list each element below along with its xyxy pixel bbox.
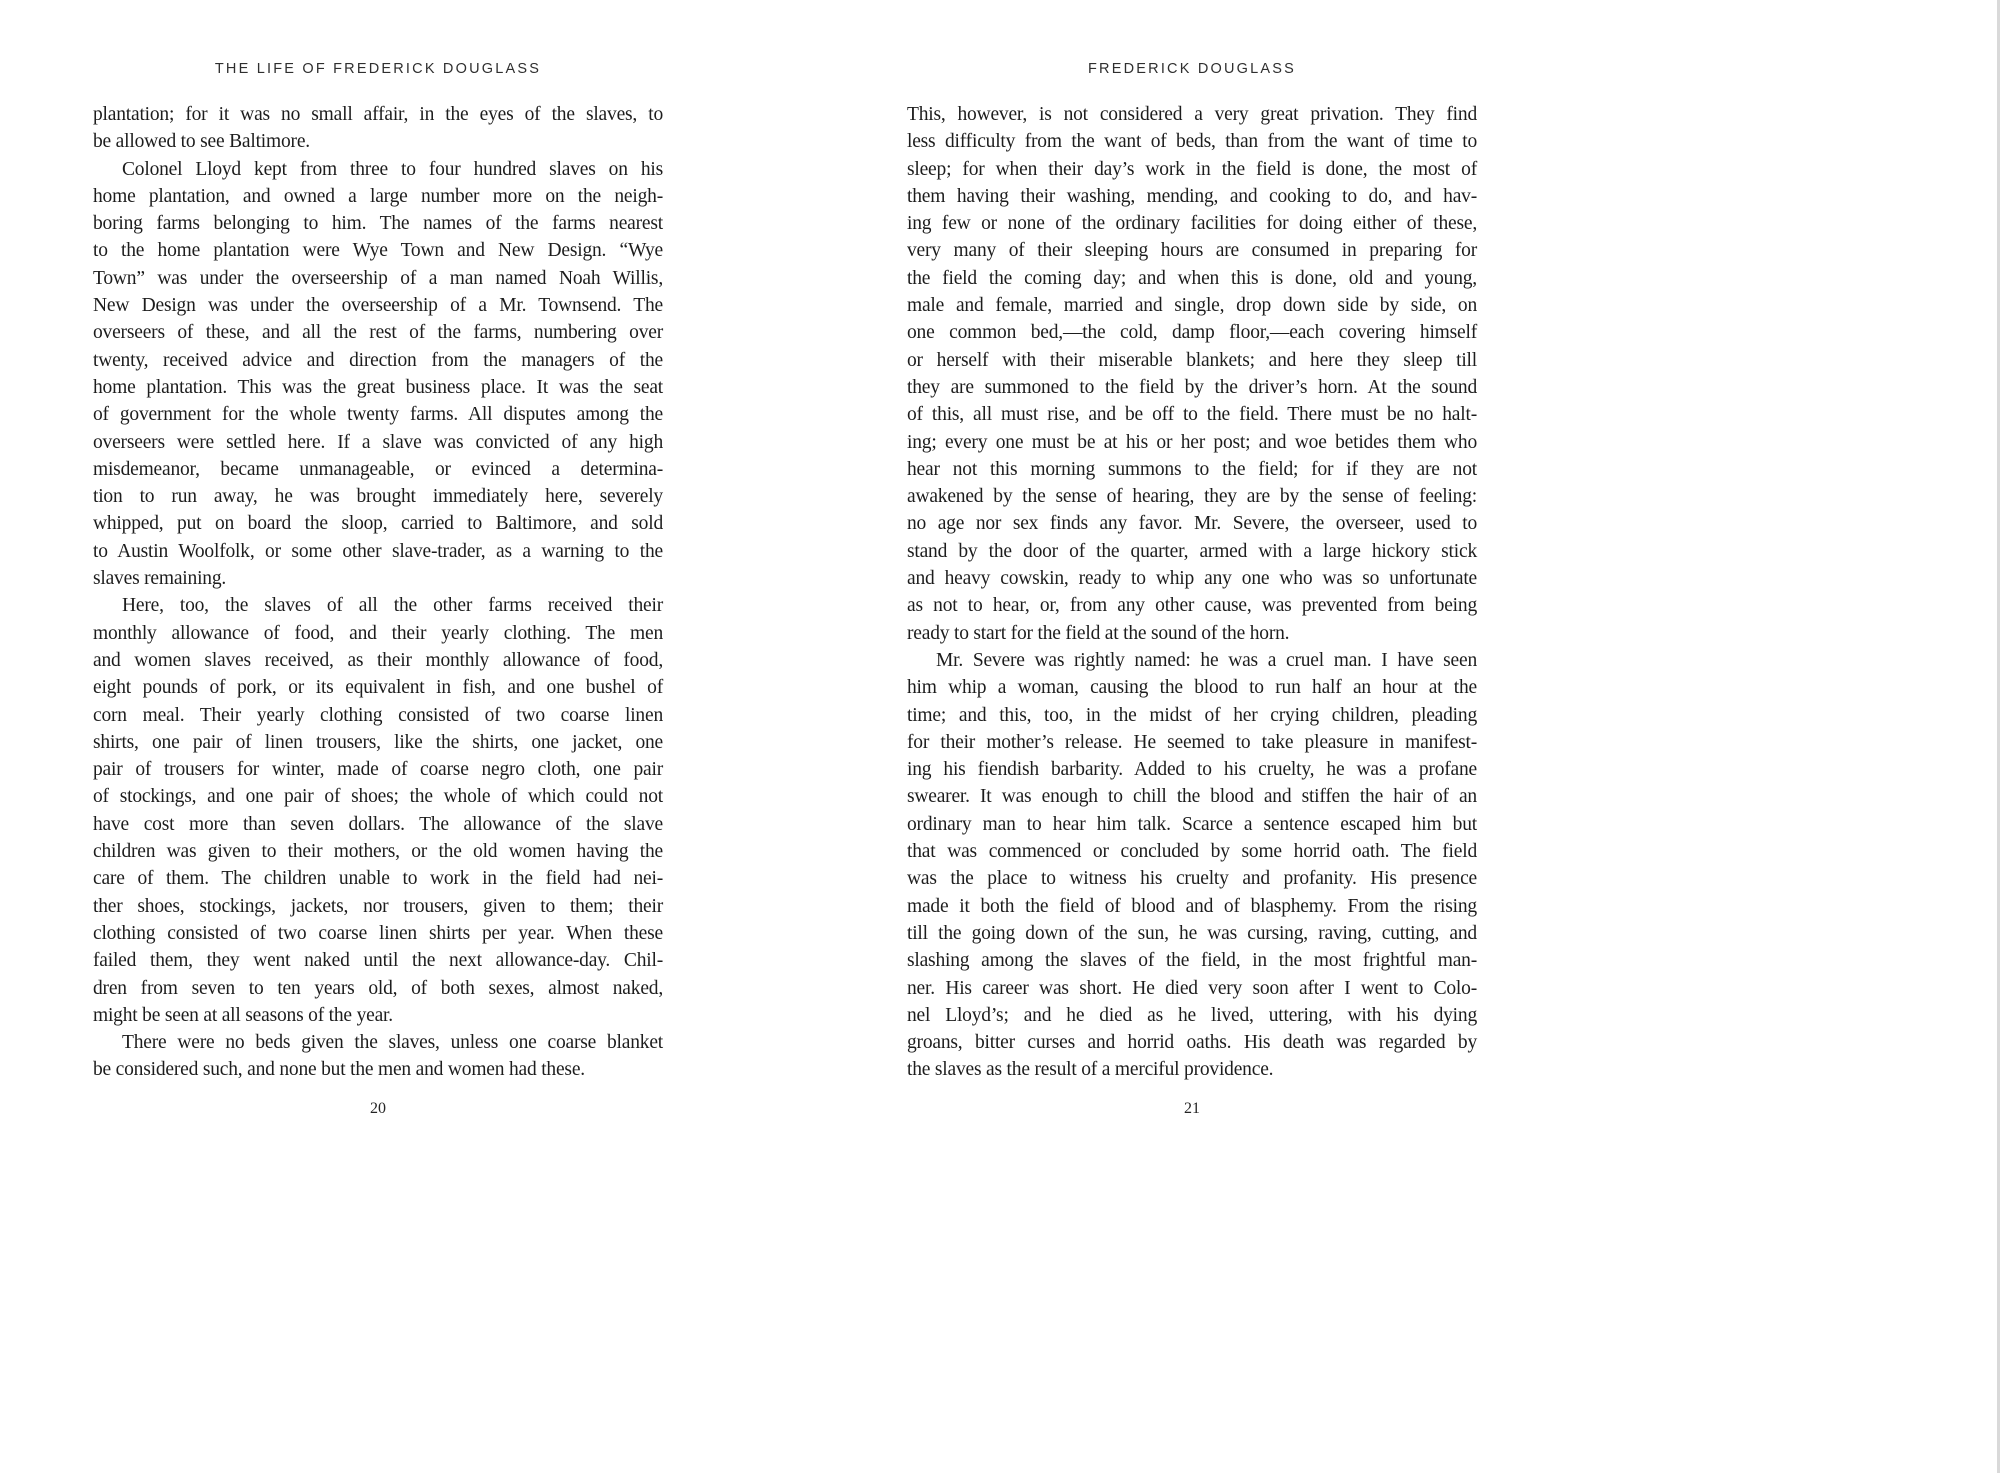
text-line: children was given to their mothers, or the old women having the (93, 841, 663, 863)
text-line: twenty, received advice and direction from the managers of the (93, 349, 663, 371)
text-line: one common bed,—the cold, damp floor,—each covering himself (907, 322, 1477, 344)
text-line: whipped, put on board the sloop, carried to Baltimore, and sold (93, 513, 663, 535)
text-line: awakened by the sense of hearing, they are by the sense of feeling: (907, 486, 1477, 508)
text-line: and women slaves received, as their monthly allowance of food, (93, 649, 663, 671)
text-line: eight pounds of pork, or its equivalent in fish, and one bushel of (93, 677, 663, 699)
text-line: Mr. Severe was rightly named: he was a cruel man. I have seen (936, 649, 1477, 671)
text-line: Here, too, the slaves of all the other farms received their (122, 595, 663, 617)
paragraph (907, 101, 1477, 647)
text-line: overseers were settled here. If a slave was convicted of any high (93, 431, 663, 453)
page-number-right: 21 (1184, 1100, 1200, 1117)
running-head-left: THE LIFE OF FREDERICK DOUGLASS (214, 61, 542, 77)
text-line: ther shoes, stockings, jackets, nor trousers, given to them; their (93, 895, 663, 917)
text-line: ready to start for the field at the sound of the horn. (907, 622, 1290, 644)
text-line: slaves remaining. (93, 568, 227, 590)
paragraph (93, 156, 663, 593)
text-line: male and female, married and single, drop down side by side, on (907, 295, 1477, 317)
text-line: less difficulty from the want of beds, than from the want of time to (907, 131, 1477, 153)
text-line: ordinary man to hear him talk. Scarce a sentence escaped him but (907, 813, 1477, 835)
text-line: tion to run away, he was brought immediately here, severely (93, 486, 663, 508)
text-line: care of them. The children unable to work in the field had nei- (93, 868, 663, 890)
text-line: corn meal. Their yearly clothing consisted of two coarse linen (93, 704, 663, 726)
text-line: was the place to witness his cruelty and profanity. His presence (907, 868, 1477, 890)
text-line: Colonel Lloyd kept from three to four hundred slaves on his (122, 158, 663, 180)
text-line: plantation; for it was no small affair, in the eyes of the slaves, to (93, 104, 663, 125)
text-line: as not to hear, or, from any other cause, was prevented from being (907, 595, 1477, 617)
text-line: This, however, is not considered a very great privation. They find (907, 104, 1477, 125)
text-line: to the home plantation were Wye Town and New Design. “Wye (93, 240, 663, 262)
text-line: boring farms belonging to him. The names of the farms nearest (93, 213, 663, 235)
text-line: swearer. It was enough to chill the blood and stiffen the hair of an (907, 786, 1477, 808)
running-head-right: FREDERICK DOUGLASS (1088, 61, 1296, 77)
paragraph (907, 647, 1477, 1084)
page-number-left: 20 (370, 1100, 386, 1117)
text-line: time; and this, too, in the midst of her crying children, pleading (907, 704, 1477, 726)
text-line: ner. His career was short. He died very soon after I went to Colo- (907, 977, 1477, 999)
page-left (93, 0, 663, 1473)
text-line: be allowed to see Baltimore. (93, 131, 310, 153)
paragraph (93, 1029, 663, 1084)
text-line: the slaves as the result of a merciful providence. (907, 1059, 1274, 1081)
text-line: that was commenced or concluded by some horrid oath. The field (907, 841, 1477, 863)
text-line: of government for the whole twenty farms. All disputes among the (93, 404, 663, 426)
text-line: stand by the door of the quarter, armed with a large hickory stick (907, 540, 1477, 562)
text-line: failed them, they went naked until the next allowance-day. Chil- (93, 950, 663, 972)
text-line: of this, all must rise, and be off to the field. There must be no halt- (907, 404, 1477, 426)
text-line: him whip a woman, causing the blood to run half an hour at the (907, 677, 1477, 699)
text-line: be considered such, and none but the men and women had these. (93, 1059, 585, 1081)
text-line: monthly allowance of food, and their yearly clothing. The men (93, 622, 663, 644)
text-line: pair of trousers for winter, made of coarse negro cloth, one pair (93, 759, 663, 781)
text-line: for their mother’s release. He seemed to take pleasure in manifest- (907, 731, 1477, 753)
text-line: of stockings, and one pair of shoes; the whole of which could not (93, 786, 663, 808)
text-line: dren from seven to ten years old, of both sexes, almost naked, (93, 977, 663, 999)
text-line: and heavy cowskin, ready to whip any one who was so unfortunate (907, 568, 1477, 590)
text-line: shirts, one pair of linen trousers, like the shirts, one jacket, one (93, 731, 663, 753)
text-line: till the going down of the sun, he was cursing, raving, cutting, and (907, 922, 1477, 944)
text-line: slashing among the slaves of the field, in the most frightful man- (907, 950, 1477, 972)
page-text-left (93, 101, 663, 1084)
text-line: groans, bitter curses and horrid oaths. His death was regarded by (907, 1032, 1477, 1054)
text-line: to Austin Woolfolk, or some other slave-trader, as a warning to the (93, 540, 663, 562)
text-line: very many of their sleeping hours are consumed in preparing for (907, 240, 1477, 262)
text-line: ing his fiendish barbarity. Added to his cruelty, he was a profane (907, 759, 1477, 781)
text-line: ing; every one must be at his or her post; and woe betides them who (907, 431, 1477, 453)
text-line: no age nor sex finds any favor. Mr. Severe, the overseer, used to (907, 513, 1477, 535)
paragraph (93, 592, 663, 1029)
text-line: New Design was under the overseership of a Mr. Townsend. The (93, 295, 663, 317)
text-line: overseers of these, and all the rest of the farms, numbering over (93, 322, 663, 344)
text-line: them having their washing, mending, and cooking to do, and hav- (907, 185, 1477, 207)
text-line: or herself with their miserable blankets; and here they sleep till (907, 349, 1477, 371)
text-line: ing few or none of the ordinary facilities for doing either of these, (907, 213, 1477, 235)
text-line: have cost more than seven dollars. The allowance of the slave (93, 813, 663, 835)
text-line: home plantation. This was the great business place. It was the seat (93, 376, 663, 398)
text-line: hear not this morning summons to the field; for if they are not (907, 458, 1477, 480)
text-line: the field the coming day; and when this is done, old and young, (907, 267, 1477, 289)
text-line: home plantation, and owned a large number more on the neigh- (93, 185, 663, 207)
text-line: nel Lloyd’s; and he died as he lived, uttering, with his dying (907, 1004, 1477, 1026)
text-line: Town” was under the overseership of a man named Noah Willis, (93, 267, 663, 289)
text-line: clothing consisted of two coarse linen shirts per year. When these (93, 922, 663, 944)
page-right (907, 0, 1477, 1473)
text-line: There were no beds given the slaves, unless one coarse blanket (122, 1032, 663, 1054)
text-line: they are summoned to the field by the driver’s horn. At the sound (907, 376, 1477, 398)
page-text-right (907, 101, 1477, 1084)
text-line: sleep; for when their day’s work in the field is done, the most of (907, 158, 1477, 180)
text-line: made it both the field of blood and of blasphemy. From the rising (907, 895, 1477, 917)
paragraph (93, 101, 663, 156)
text-line: misdemeanor, became unmanageable, or evinced a determina- (93, 458, 663, 480)
text-line: might be seen at all seasons of the year. (93, 1004, 393, 1026)
